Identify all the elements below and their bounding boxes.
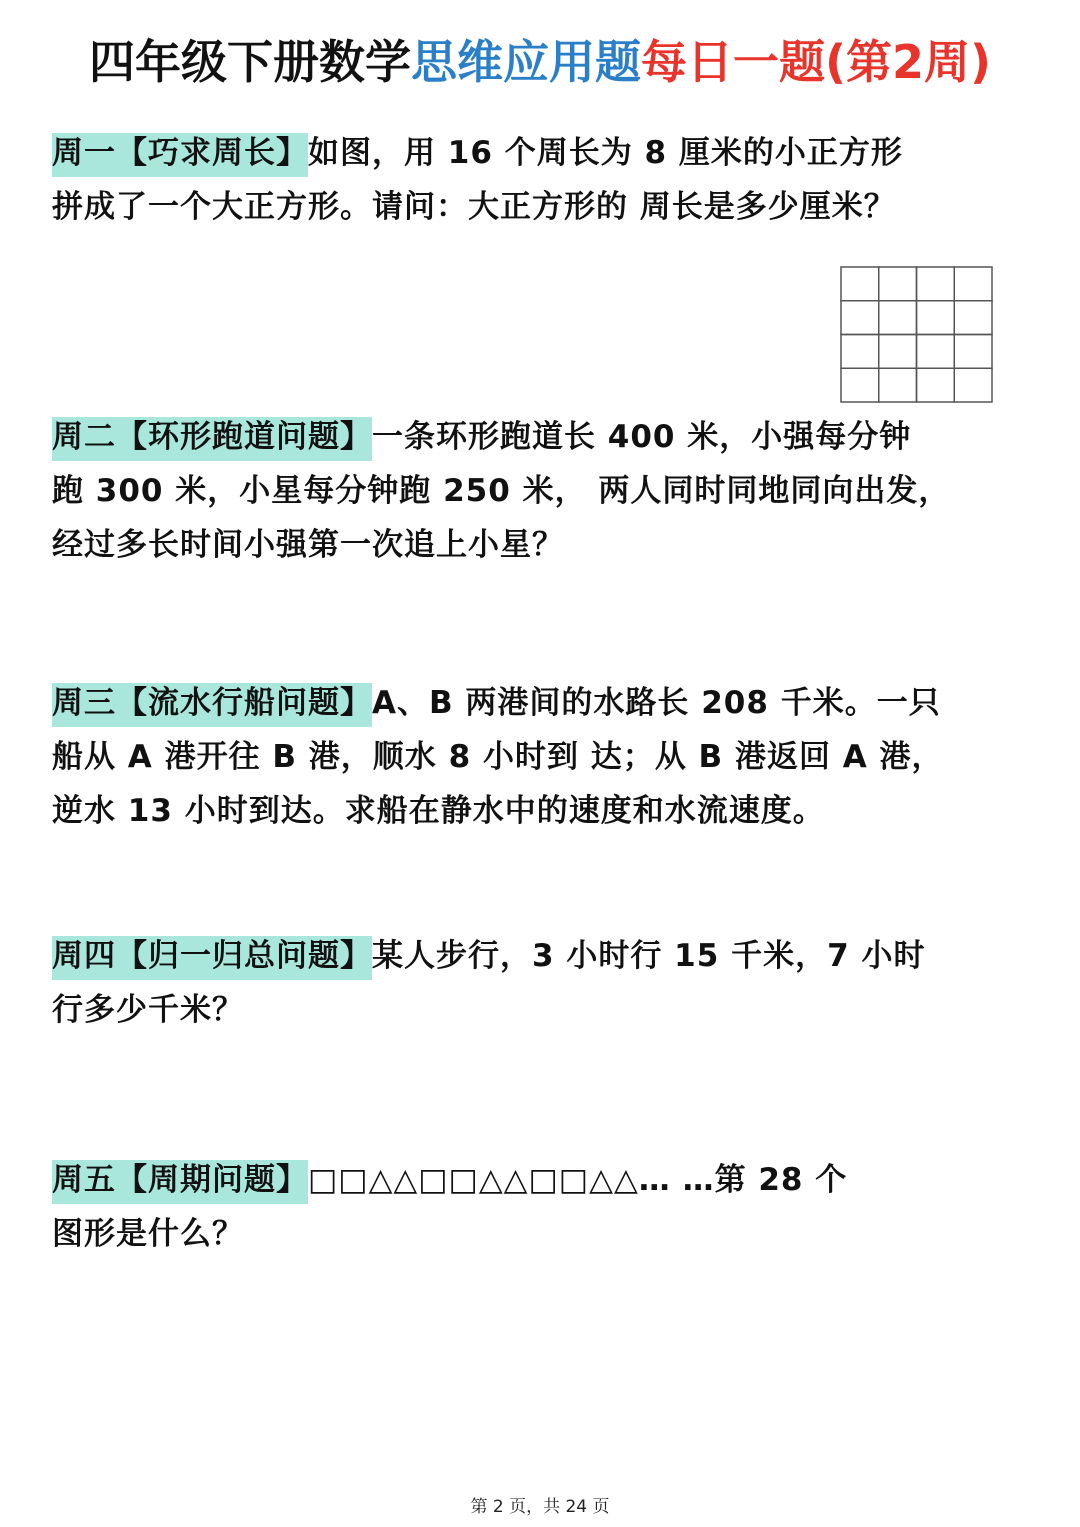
- problem-text-line: 行多少千米？: [52, 992, 244, 1028]
- problem-wednesday: [52, 676, 1032, 838]
- problem-tag: 周二【环形跑道问题】: [52, 417, 372, 461]
- grid-cell: [879, 301, 917, 335]
- problem-tag: 周三【流水行船问题】: [52, 683, 372, 727]
- problem-text-line: 跑 300 米，小星每分钟跑 250 米， 两人同时同地同向出发，: [52, 473, 951, 509]
- page-title: [0, 22, 1080, 102]
- grid-cell: [917, 368, 955, 402]
- grid-cell: [879, 335, 917, 369]
- grid-cell: [954, 267, 992, 301]
- title-part-blue: 思维应用题: [410, 35, 641, 89]
- grid-cell: [954, 301, 992, 335]
- grid-cell: [879, 267, 917, 301]
- problem-text-line: 如图，用 16 个周长为 8 厘米的小正方形: [308, 135, 903, 171]
- problem-tag: 周五【周期问题】: [52, 1160, 308, 1204]
- problem-text-line: 图形是什么？: [52, 1216, 244, 1252]
- problem-friday: [52, 1153, 1032, 1261]
- title-part-red: 每日一题(第2周): [640, 35, 992, 89]
- grid-cell: [841, 267, 879, 301]
- problem-text-line: 逆水 13 小时到达。求船在静水中的速度和水流速度。: [52, 793, 825, 829]
- grid-cell: [954, 335, 992, 369]
- problem-monday: [52, 126, 1032, 234]
- problem-text-line: 经过多长时间小强第一次追上小星？: [52, 527, 564, 563]
- problem-thursday: [52, 929, 1032, 1037]
- grid-cell: [841, 301, 879, 335]
- problem-tuesday: [52, 410, 1032, 572]
- problem-text-line: 拼成了一个大正方形。请问：大正方形的 周长是多少厘米？: [52, 189, 896, 225]
- problem-text-line: A、B 两港间的水路长 208 千米。一只: [372, 685, 941, 721]
- grid-cell: [841, 368, 879, 402]
- problem-text-line: □□△△□□△△□□△△… …第 28 个: [308, 1162, 848, 1198]
- grid-cell: [917, 335, 955, 369]
- problem-tag: 周一【巧求周长】: [52, 133, 308, 177]
- problem-text-line: 某人步行，3 小时行 15 千米，7 小时: [372, 938, 926, 974]
- title-part-black: 四年级下册数学: [88, 35, 411, 89]
- grid-cell: [879, 368, 917, 402]
- grid-cell: [917, 301, 955, 335]
- problem-text-line: 一条环形跑道长 400 米，小强每分钟: [372, 419, 912, 455]
- page-footer: 第 2 页，共 24 页: [470, 1497, 610, 1517]
- grid-cell: [954, 368, 992, 402]
- problem-text-line: 船从 A 港开往 B 港，顺水 8 小时到 达；从 B 港返回 A 港，: [52, 739, 944, 775]
- grid-cell: [841, 335, 879, 369]
- square-grid-figure: [840, 266, 993, 403]
- grid-cell: [917, 267, 955, 301]
- problem-tag: 周四【归一归总问题】: [52, 936, 372, 980]
